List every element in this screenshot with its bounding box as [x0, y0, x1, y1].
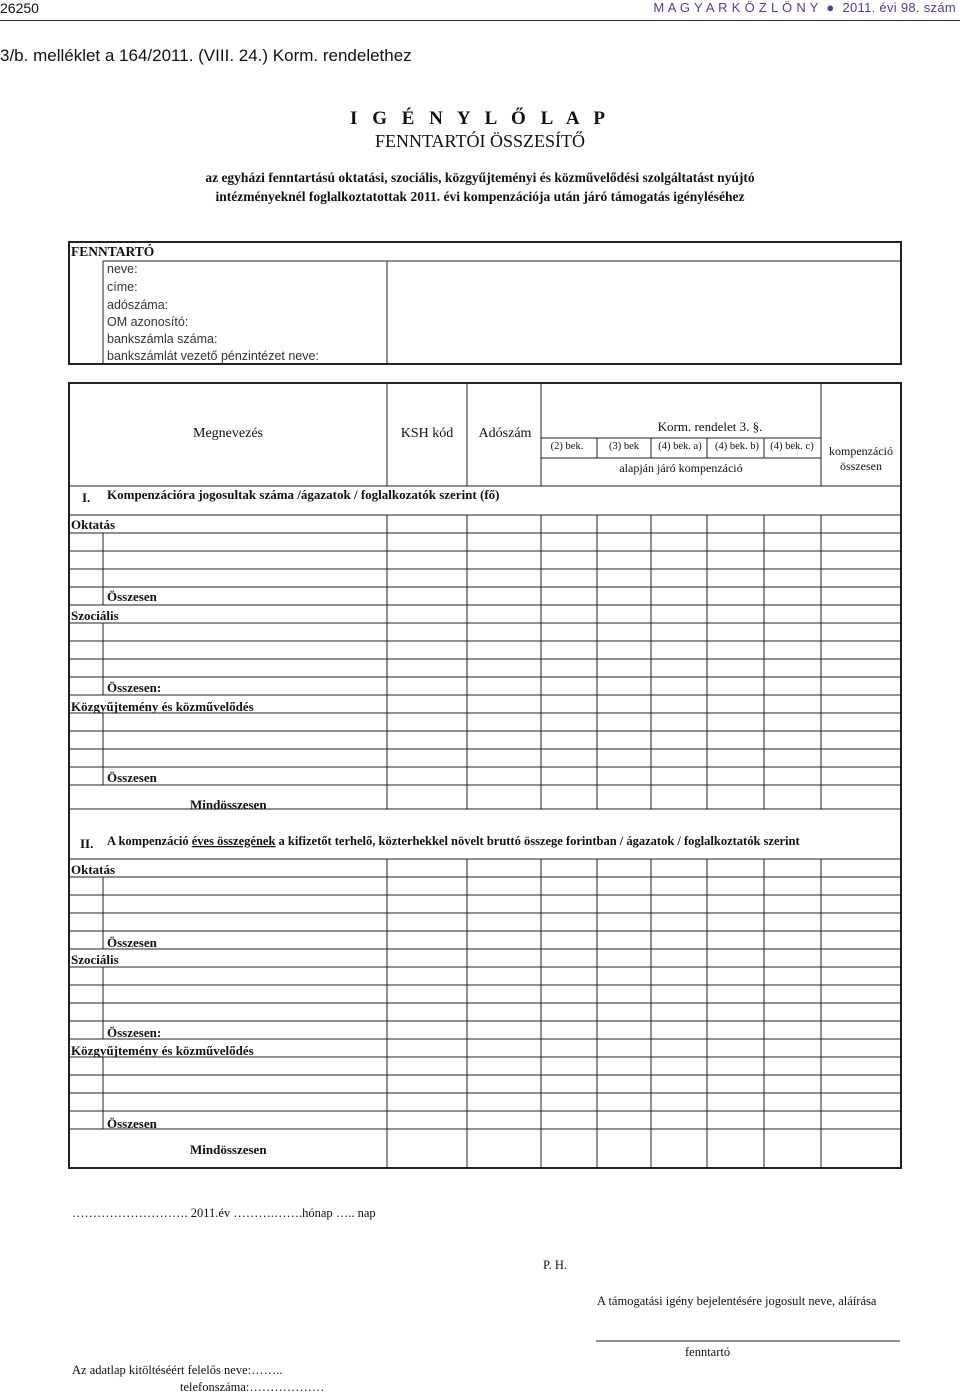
col-header-4bek-c: (4) bek. c) [770, 441, 814, 452]
issue-label: 2011. évi 98. szám [842, 0, 956, 15]
s1-szocialis-osszesen: Összesen: [107, 680, 162, 695]
signature-caption: A támogatási igény bejelentésére jogosult neve, aláírása [597, 1294, 877, 1308]
col-header-4bek-b: (4) bek. b) [714, 441, 760, 452]
col-header-korm-rendelet: Korm. rendelet 3. §. [657, 419, 763, 434]
s2-mindosszesen: Mindösszesen [190, 1142, 267, 1157]
field-label-adoszama: adószáma: [107, 298, 169, 312]
s1-oktatas-label: Oktatás [71, 517, 116, 532]
responsible-person[interactable]: Az adatlap kitöltéséért felelős neve:…….. [72, 1363, 283, 1377]
annex-reference: 3/b. melléklet a 164/2011. (VIII. 24.) Korm. rendelethez [0, 46, 412, 65]
s1-oktatas-osszesen: Összesen [107, 589, 157, 604]
s2-oktatas-osszesen: Összesen [107, 935, 157, 950]
col-header-alapjan: alapján járó kompenzáció [619, 461, 743, 475]
section2-number: II. [80, 836, 94, 851]
col-header-megnevezes: Megnevezés [193, 426, 263, 441]
field-label-neve: neve: [107, 262, 138, 276]
date-line[interactable]: ………………………. 2011.év ……….…….hónap ….. nap [72, 1206, 376, 1220]
section2-title-underlined: éves összegének [191, 834, 276, 848]
col-header-4bek-a: (4) bek. a) [658, 441, 702, 452]
section1-number: I. [82, 490, 91, 505]
form-description-line1: az egyházi fenntartású oktatási, szociális, közgyűjteményi és közművelődési szolgáltatást nyújtó [205, 170, 755, 185]
section1-title: Kompenzációra jogosultak száma /ágazatok / foglalkozatók szerint (fő) [107, 487, 500, 502]
s2-oktatas-label: Oktatás [71, 862, 116, 877]
section2-title-post: a kifizetőt terhelő, közterhekkel növelt bruttó összege forintban / ágazatok / foglalkoztatók szerint [275, 834, 800, 848]
field-label-om: OM azonosító: [107, 315, 189, 329]
s2-szocialis-label: Szociális [71, 952, 119, 967]
s1-kozgyujtemeny-label: Közgyűjtemény és közművelődés [71, 699, 254, 714]
col-header-adoszam: Adószám [478, 426, 532, 441]
section2-title-pre: A kompenzáció [107, 834, 192, 848]
section2-title [107, 834, 800, 848]
publication-name: M A G Y A R K Ö Z L Ö N Y [653, 0, 819, 15]
s2-kozgyujtemeny-label: Közgyűjtemény és közművelődés [71, 1043, 254, 1058]
col-header-osszesen: összesen [840, 459, 882, 473]
field-label-penzintezet: bankszámlát vezető pénzintézet neve: [107, 349, 319, 363]
bullet-icon: ● [826, 0, 835, 15]
fenntarto-caption: fenntartó [685, 1345, 731, 1359]
s1-kozgyujtemeny-osszesen: Összesen [107, 770, 157, 785]
s1-mindosszesen: Mindösszesen [190, 797, 267, 812]
s2-szocialis-osszesen: Összesen: [107, 1025, 162, 1040]
col-header-2bek: (2) bek. [550, 441, 584, 452]
col-header-3bek: (3) bek [608, 441, 640, 452]
form-title: I G É N Y L Ő L A P [350, 108, 610, 129]
col-header-ksh: KSH kód [400, 426, 454, 441]
s1-szocialis-label: Szociális [71, 608, 119, 623]
form-description-line2: intézményeknél foglalkoztatottak 2011. évi kompenzációja után járó támogatás igényléséhez [215, 189, 745, 204]
phone-number[interactable]: telefonszáma:……………… [180, 1380, 325, 1394]
s2-kozgyujtemeny-osszesen: Összesen [107, 1116, 157, 1131]
ph-stamp-label: P. H. [543, 1258, 567, 1272]
col-header-kompenzacio: kompenzáció [829, 444, 893, 458]
fenntarto-heading: FENNTARTÓ [71, 244, 155, 259]
form-subtitle: FENNTARTÓI ÖSSZESÍTŐ [375, 131, 585, 151]
page-number: 26250 [0, 0, 39, 16]
field-label-cime: címe: [107, 280, 138, 294]
field-label-bankszamla: bankszámla száma: [107, 332, 218, 346]
